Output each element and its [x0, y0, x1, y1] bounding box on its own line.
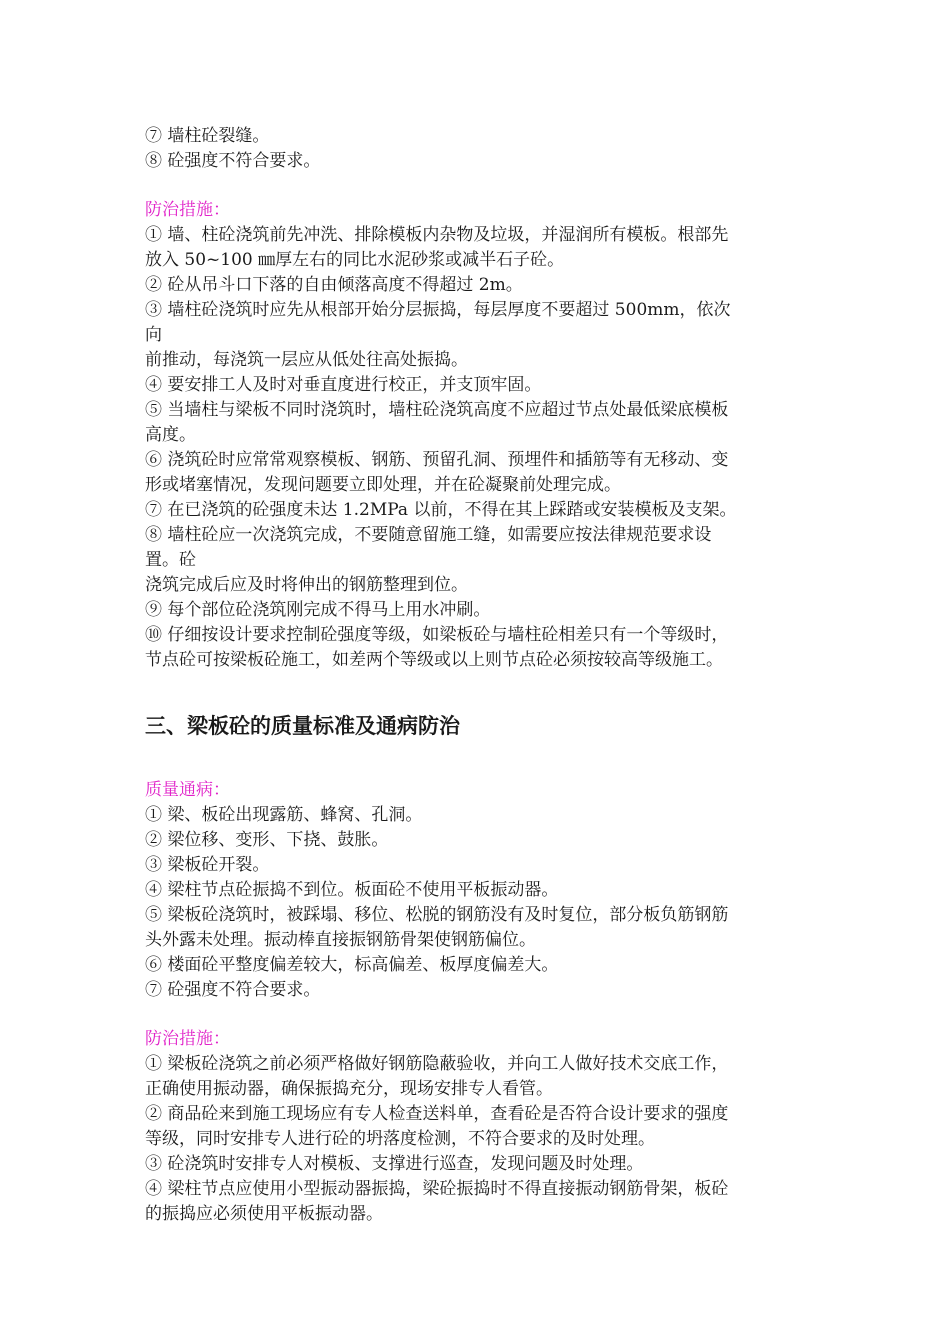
list-item: ④ 梁柱节点应使用小型振动器振捣，梁砼振捣时不得直接振动钢筋骨架，板砼	[145, 1179, 729, 1199]
prevention-measures-beams	[145, 1027, 810, 1227]
section-label: 防治措施：	[145, 200, 230, 220]
list-item: ⑧ 墙柱砼应一次浇筑完成，不要随意留施工缝，如需要应按法律规范要求设	[145, 525, 712, 545]
list-item: 节点砼可按梁板砼施工，如差两个等级或以上则节点砼必须按较高等级施工。	[145, 650, 723, 670]
quality-defects-beams	[145, 778, 810, 1003]
list-item: ① 梁板砼浇筑之前必须严格做好钢筋隐蔽验收，并向工人做好技术交底工作，	[145, 1054, 729, 1074]
list-item: 头外露未处理。振动棒直接振钢筋骨架使钢筋偏位。	[145, 930, 536, 950]
prevention-measures-walls	[145, 198, 810, 673]
list-item: 浇筑完成后应及时将伸出的钢筋整理到位。	[145, 575, 468, 595]
list-item: ③ 墙柱砼浇筑时应先从根部开始分层振捣，每层厚度不要超过 500mm，依次	[145, 300, 731, 320]
list-item: ⑨ 每个部位砼浇筑刚完成不得马上用水冲刷。	[145, 600, 491, 620]
list-item: ② 砼从吊斗口下落的自由倾落高度不得超过 2m。	[145, 275, 523, 295]
list-item: ⑥ 楼面砼平整度偏差较大，标高偏差、板厚度偏差大。	[145, 955, 559, 975]
section-label: 防治措施：	[145, 1029, 230, 1049]
list-item: 前推动，每浇筑一层应从低处往高处振捣。	[145, 350, 468, 370]
list-item: 置。砼	[145, 550, 196, 570]
list-item: ① 墙、柱砼浇筑前先冲洗、排除模板内杂物及垃圾，并湿润所有模板。根部先	[145, 225, 729, 245]
list-item: ③ 梁板砼开裂。	[145, 855, 270, 875]
list-item: ② 商品砼来到施工现场应有专人检查送料单，查看砼是否符合设计要求的强度	[145, 1104, 729, 1124]
list-item: ⑦ 砼强度不符合要求。	[145, 980, 321, 1000]
list-item: 放入 50~100 ㎜厚左右的同比水泥砂浆或减半石子砼。	[145, 250, 565, 270]
list-item: ⑤ 当墙柱与梁板不同时浇筑时，墙柱砼浇筑高度不应超过节点处最低梁底模板	[145, 400, 729, 420]
list-item: 的振捣应必须使用平板振动器。	[145, 1204, 383, 1224]
list-item: 形或堵塞情况，发现问题要立即处理，并在砼凝聚前处理完成。	[145, 475, 621, 495]
list-item: 正确使用振动器，确保振捣充分，现场安排专人看管。	[145, 1079, 553, 1099]
list-item: ⑥ 浇筑砼时应常常观察模板、钢筋、预留孔洞、预埋件和插筋等有无移动、变	[145, 450, 729, 470]
list-item: ④ 要安排工人及时对垂直度进行校正，并支顶牢固。	[145, 375, 542, 395]
list-item: ⑩ 仔细按设计要求控制砼强度等级，如梁板砼与墙柱砼相差只有一个等级时，	[145, 625, 729, 645]
list-item: 高度。	[145, 425, 196, 445]
list-item: ⑦ 墙柱砼裂缝。	[145, 126, 270, 146]
list-item: ⑧ 砼强度不符合要求。	[145, 151, 321, 171]
list-item: ⑦ 在已浇筑的砼强度未达 1.2MPa 以前，不得在其上踩踏或安装模板及支架。	[145, 500, 737, 520]
list-item: ④ 梁柱节点砼振捣不到位。板面砼不使用平板振动器。	[145, 880, 559, 900]
list-item: ① 梁、板砼出现露筋、蜂窝、孔洞。	[145, 805, 423, 825]
list-item: 等级，同时安排专人进行砼的坍落度检测，不符合要求的及时处理。	[145, 1129, 655, 1149]
section-label: 质量通病：	[145, 780, 230, 800]
list-item: ② 梁位移、变形、下挠、鼓胀。	[145, 830, 389, 850]
section-heading: 三、梁板砼的质量标准及通病防治	[145, 713, 460, 738]
document-content	[145, 124, 810, 1227]
list-item: 向	[145, 325, 162, 345]
defects-list-continued	[145, 124, 810, 174]
list-item: ⑤ 梁板砼浇筑时，被踩塌、移位、松脱的钢筋没有及时复位，部分板负筋钢筋	[145, 905, 729, 925]
list-item: ③ 砼浇筑时安排专人对模板、支撑进行巡查，发现问题及时处理。	[145, 1154, 644, 1174]
